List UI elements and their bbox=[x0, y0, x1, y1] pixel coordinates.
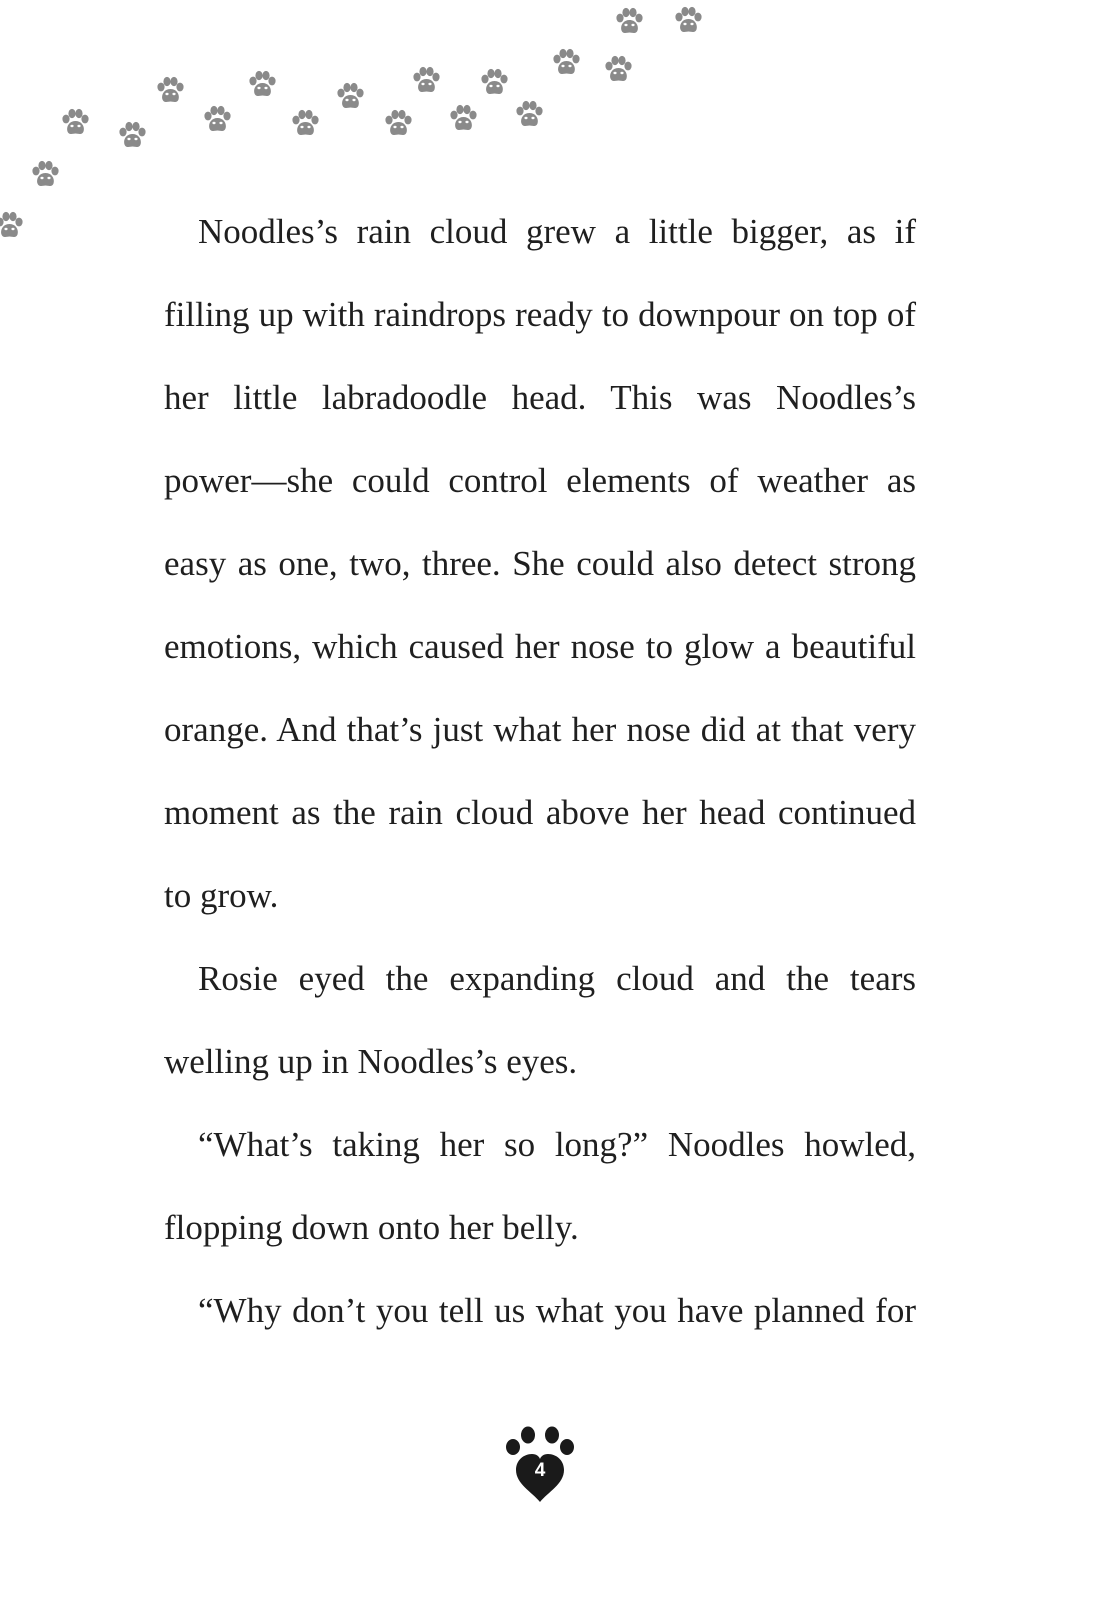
paw-print-icon bbox=[247, 70, 277, 100]
paw-print-icon bbox=[411, 66, 441, 96]
paw-print-icon bbox=[514, 100, 544, 130]
paw-print-icon bbox=[603, 55, 633, 85]
paw-print-icon bbox=[60, 108, 90, 138]
page-number-badge bbox=[504, 1426, 576, 1504]
paragraph: “Why don’t you tell us what you have planned for bbox=[198, 1291, 916, 1330]
paragraph: Rosie eyed the expanding cloud and the tears welling up in Noodles’s eyes. bbox=[164, 959, 916, 1081]
page-body-text bbox=[164, 190, 916, 1352]
paw-print-icon bbox=[448, 104, 478, 134]
paw-print-icon bbox=[290, 109, 320, 139]
paragraph: Noodles’s rain cloud grew a little bigger, as if filling up with raindrops ready to downpour on top of her little labradoodle head. This was Noodles’s power—she could control elements of weather as easy as one, two, three. She could also detect strong emotions, which caused her nose to glow a beautiful orange. And that’s just what her nose did at that very moment as the rain cloud above her head continued to grow. bbox=[164, 212, 916, 915]
paw-print-icon bbox=[0, 211, 24, 241]
paw-print-icon bbox=[335, 82, 365, 112]
paw-print-icon bbox=[30, 160, 60, 190]
paw-print-icon bbox=[155, 76, 185, 106]
paw-print-icon bbox=[479, 68, 509, 98]
paw-print-icon bbox=[202, 105, 232, 135]
paw-print-icon bbox=[551, 48, 581, 78]
paw-print-icon bbox=[383, 109, 413, 139]
paw-print-icon bbox=[614, 7, 644, 37]
paragraph: “What’s taking her so long?” Noodles howled, flopping down onto her belly. bbox=[164, 1125, 916, 1247]
paw-print-icon bbox=[673, 6, 703, 36]
page-number: 4 bbox=[534, 1460, 546, 1481]
paw-print-icon bbox=[117, 121, 147, 151]
